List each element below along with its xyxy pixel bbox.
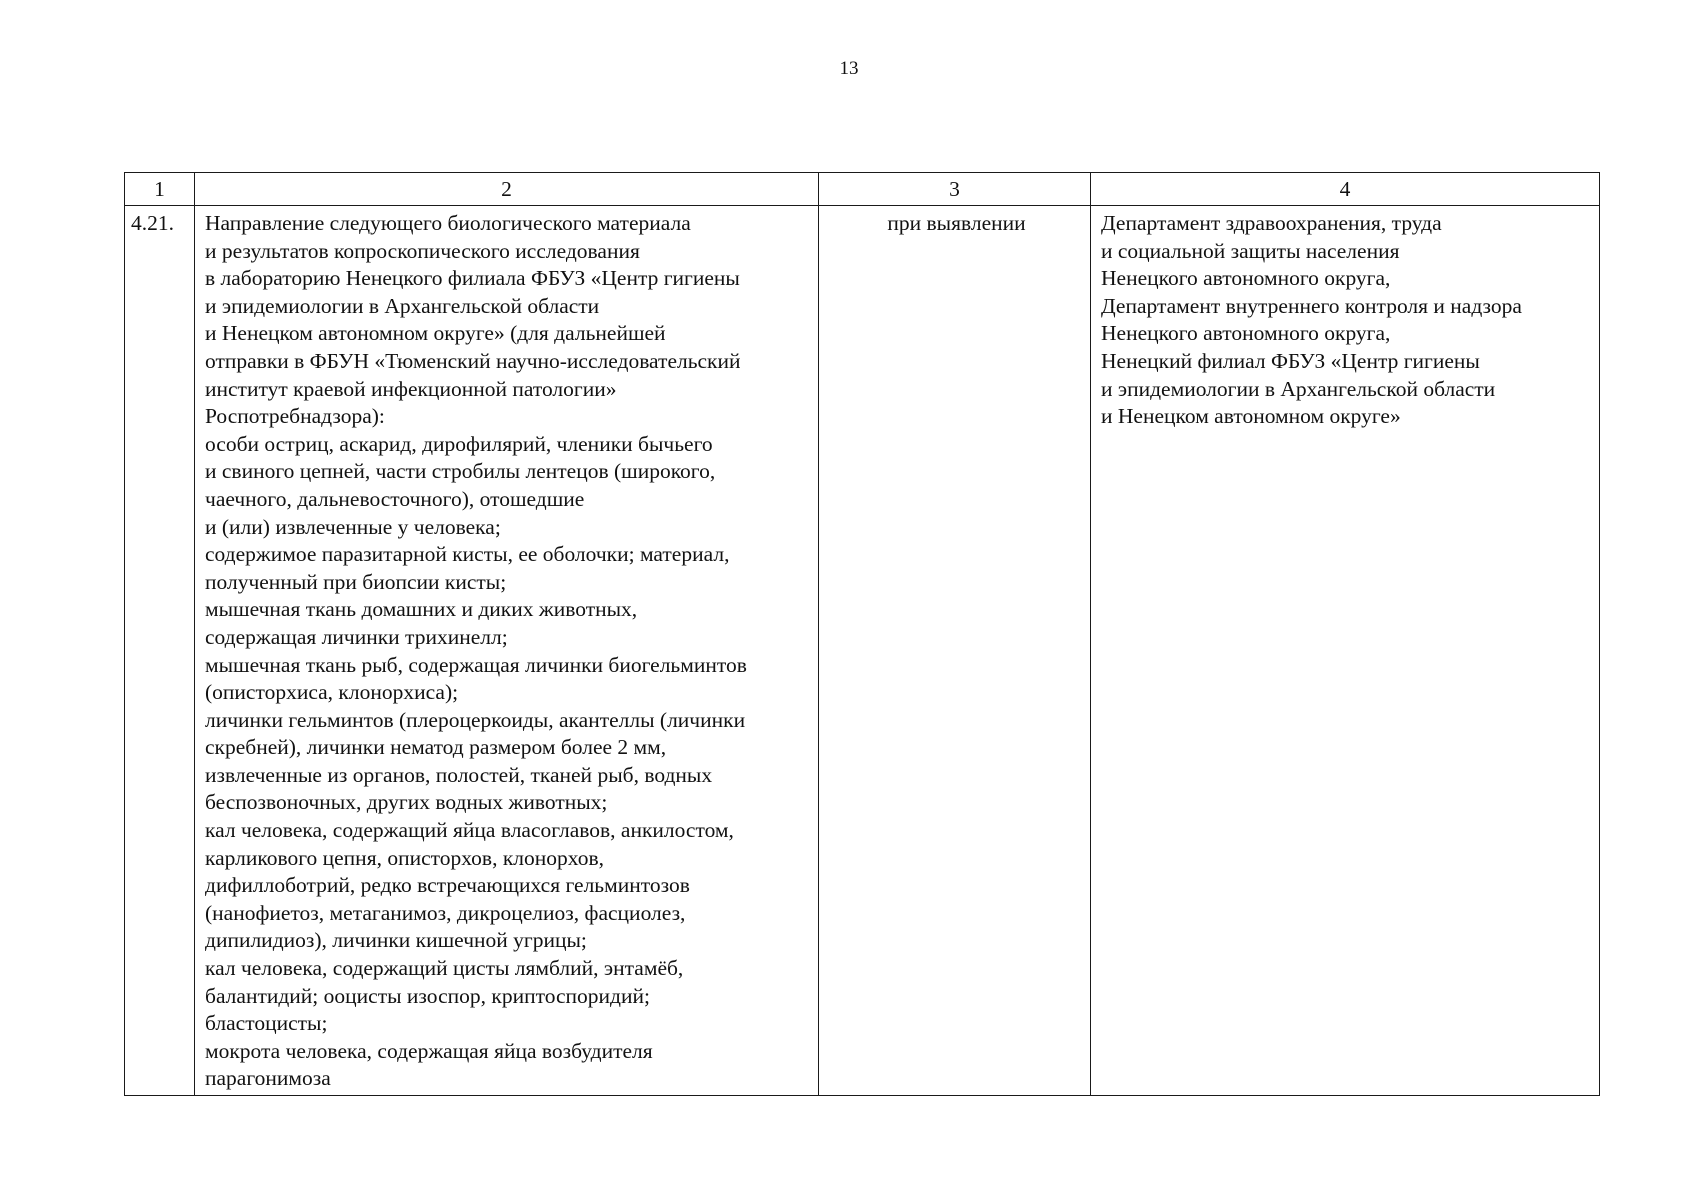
header-col-2: 2 (195, 173, 819, 206)
frequency-cell: при выявлении (819, 206, 1091, 1096)
responsible-line: Ненецкий филиал ФБУЗ «Центр гигиены (1101, 348, 1480, 373)
responsible-line: и эпидемиологии в Архангельской области (1101, 376, 1496, 401)
description-line: карликового цепня, описторхов, клонорхов, (205, 845, 604, 870)
description-line: (описторхиса, клонорхиса); (205, 680, 459, 705)
description-line: парагонимоза (205, 1066, 331, 1091)
header-col-3: 3 (819, 173, 1091, 206)
description-line: беспозвоночных, других водных животных; (205, 790, 608, 815)
description-line: кал человека, содержащий яйца власоглавов, анкилостом, (205, 818, 734, 843)
table-header-row (125, 173, 1600, 206)
measure-description (195, 206, 819, 1096)
description-line: полученный при биопсии кисты; (205, 569, 507, 594)
responsible-line: Департамент внутреннего контроля и надзора (1101, 293, 1522, 318)
description-line: и результатов копроскопического исследования (205, 238, 640, 263)
responsible-line: и социальной защиты населения (1101, 238, 1400, 263)
description-line: чаечного, дальневосточного), отошедшие (205, 486, 585, 511)
description-line: и эпидемиологии в Архангельской области (205, 293, 600, 318)
responsible-line: и Ненецком автономном округе» (1101, 404, 1401, 429)
description-line: кал человека, содержащий цисты лямблий, энтамёб, (205, 956, 684, 981)
description-line: Направление следующего биологического материала (205, 211, 691, 235)
description-line: и свиного цепней, части стробилы лентецов (широкого, (205, 459, 716, 484)
description-line: балантидий; ооцисты изоспор, криптоспоридий; (205, 983, 650, 1008)
description-line: мокрота человека, содержащая яйца возбудителя (205, 1038, 653, 1063)
description-line: мышечная ткань рыб, содержащая личинки биогельминтов (205, 652, 747, 677)
description-line: бластоцисты; (205, 1011, 328, 1036)
description-line: дипилидиоз), личинки кишечной угрицы; (205, 928, 587, 953)
responsible-line: Ненецкого автономного округа, (1101, 266, 1391, 291)
description-line: и Ненецком автономном округе» (для дальнейшей (205, 321, 666, 346)
page-number: 13 (839, 58, 859, 79)
description-line: институт краевой инфекционной патологии» (205, 376, 617, 401)
description-line: мышечная ткань домашних и диких животных, (205, 597, 638, 622)
responsible-line: Департамент здравоохранения, труда (1101, 211, 1442, 235)
header-col-4: 4 (1091, 173, 1600, 206)
description-line: в лабораторию Ненецкого филиала ФБУЗ «Центр гигиены (205, 266, 740, 291)
description-line: извлеченные из органов, полостей, тканей рыб, водных (205, 762, 713, 787)
description-line: дифиллоботрий, редко встречающихся гельминтозов (205, 873, 690, 898)
description-line: личинки гельминтов (плероцеркоиды, акантеллы (личинки (205, 707, 746, 732)
description-line: особи остриц, аскарид, дирофилярий, членики бычьего (205, 431, 713, 456)
description-line: отправки в ФБУН «Тюменский научно-исследовательский (205, 348, 741, 373)
description-line: содержимое паразитарной кисты, ее оболочки; материал, (205, 542, 730, 567)
description-line: (нанофиетоз, метаганимоз, дикроцелиоз, фасциолез, (205, 900, 686, 925)
description-line: скребней), личинки нематод размером более 2 мм, (205, 735, 667, 760)
measures-table (124, 172, 1600, 1096)
description-line: содержащая личинки трихинелл; (205, 624, 508, 649)
responsible-line: Ненецкого автономного округа, (1101, 321, 1391, 346)
table-row (125, 206, 1600, 1096)
description-line: и (или) извлеченные у человека; (205, 514, 501, 539)
row-number: 4.21. (125, 206, 195, 1096)
responsible-parties (1091, 206, 1600, 1096)
description-line: Роспотребнадзора): (205, 404, 385, 429)
header-col-1: 1 (125, 173, 195, 206)
